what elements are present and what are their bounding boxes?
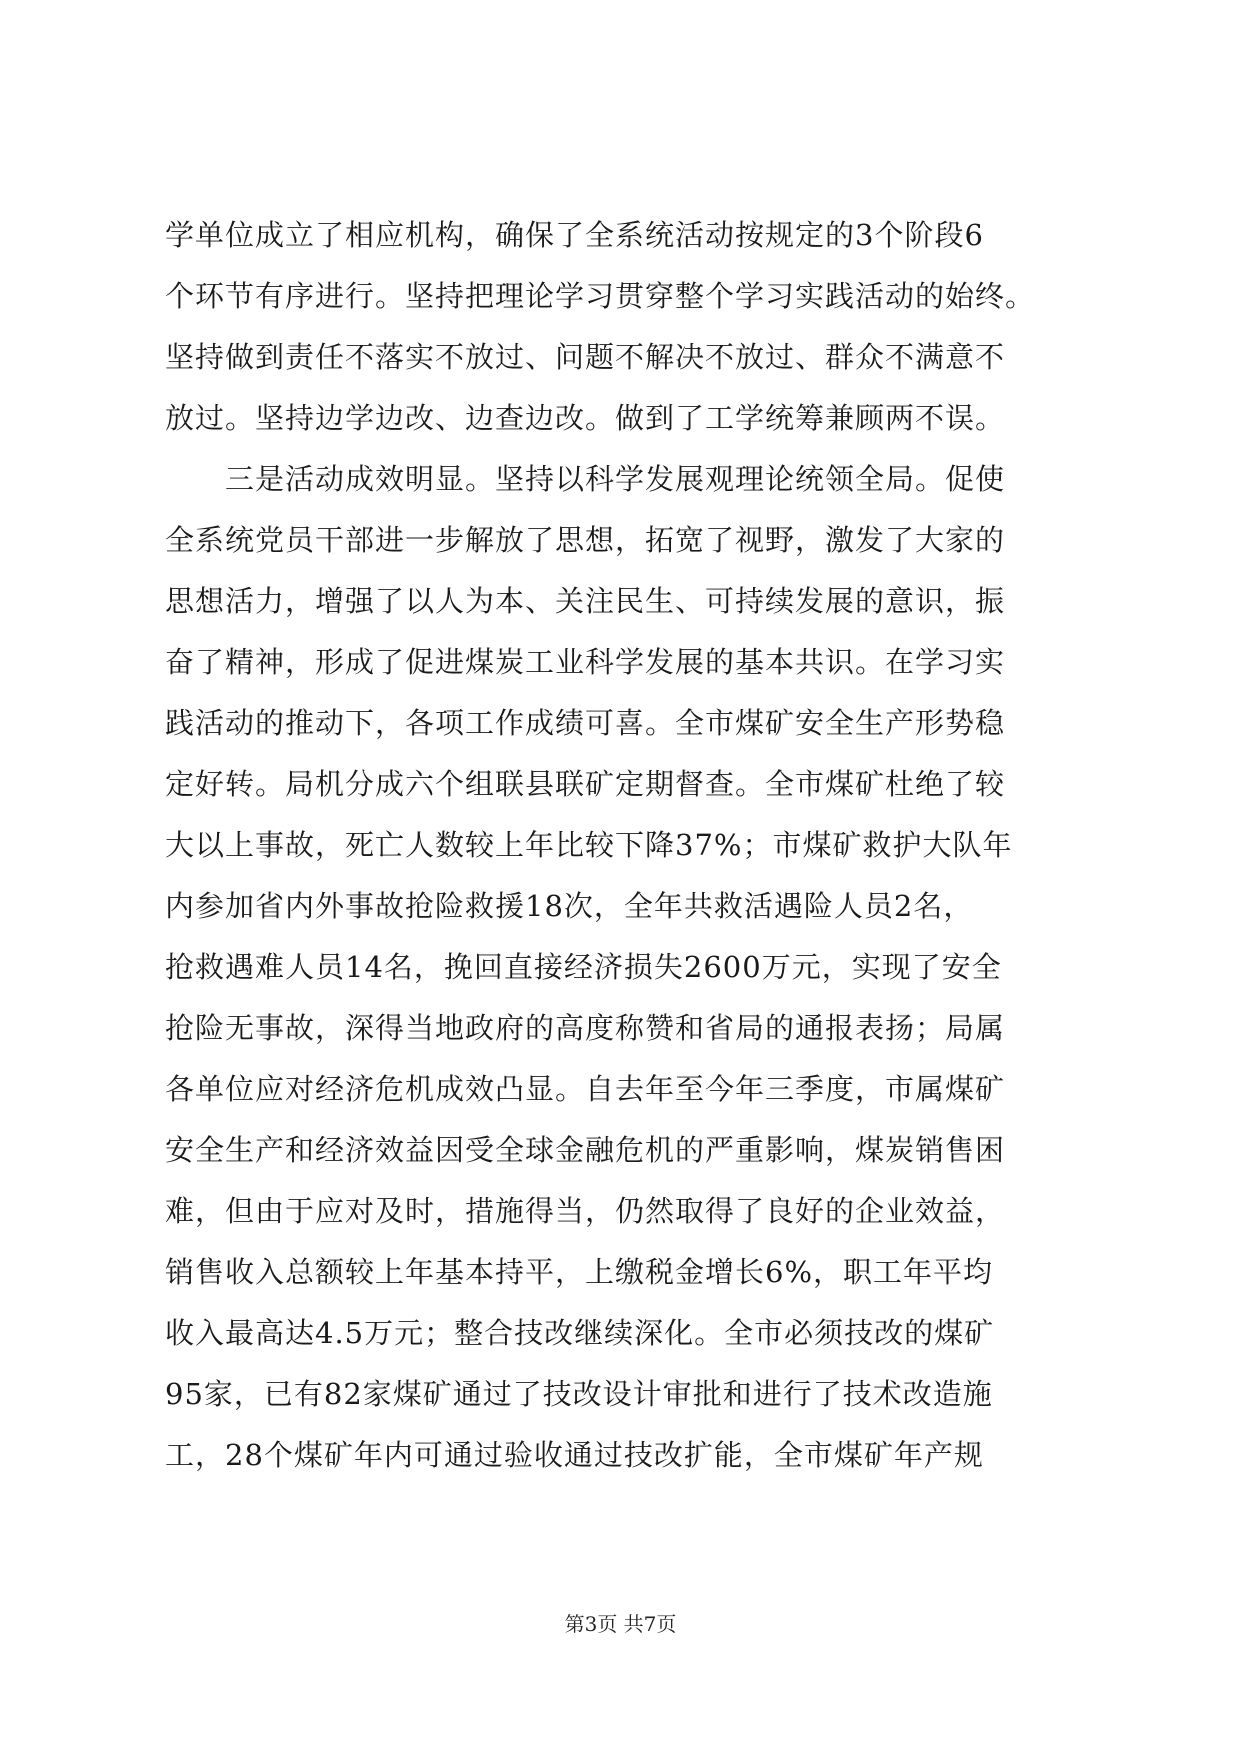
text-line: 思想活力，增强了以人为本、关注民生、可持续发展的意识，振 bbox=[165, 584, 1006, 618]
text-line: 全系统党员干部进一步解放了思想，拓宽了视野，激发了大家的 bbox=[165, 523, 1006, 557]
text-line: 安全生产和经济效益因受全球金融危机的严重影响，煤炭销售困 bbox=[165, 1133, 1006, 1167]
text-line: 收入最高达4.5万元；整合技改继续深化。全市必须技改的煤矿 bbox=[165, 1316, 995, 1350]
page-footer: 第3页 共7页 bbox=[564, 1612, 677, 1636]
text-line: 大以上事故，死亡人数较上年比较下降37%；市煤矿救护大队年 bbox=[165, 828, 1013, 862]
text-line: 放过。坚持边学边改、边查边改。做到了工学统筹兼顾两不误。 bbox=[165, 401, 1006, 435]
text-line: 坚持做到责任不落实不放过、问题不解决不放过、群众不满意不 bbox=[165, 340, 1006, 374]
text-line: 各单位应对经济危机成效凸显。自去年至今年三季度，市属煤矿 bbox=[165, 1072, 1006, 1106]
text-line: 抢救遇难人员14名，挽回直接经济损失2600万元，实现了安全 bbox=[165, 950, 1002, 984]
text-line: 三是活动成效明显。坚持以科学发展观理论统领全局。促使 bbox=[225, 462, 1006, 496]
text-line: 奋了精神，形成了促进煤炭工业科学发展的基本共识。在学习实 bbox=[165, 645, 1006, 679]
text-line: 个环节有序进行。坚持把理论学习贯穿整个学习实践活动的始终。 bbox=[165, 279, 1036, 313]
body-text bbox=[165, 205, 1125, 1486]
text-line: 学单位成立了相应机构，确保了全系统活动按规定的3个阶段6 bbox=[165, 218, 984, 252]
text-line: 内参加省内外事故抢险救援18次，全年共救活遇险人员2名， bbox=[165, 889, 974, 923]
text-line: 定好转。局机分成六个组联县联矿定期督查。全市煤矿杜绝了较 bbox=[165, 767, 1006, 801]
text-line: 践活动的推动下，各项工作成绩可喜。全市煤矿安全生产形势稳 bbox=[165, 706, 1006, 740]
text-line: 难，但由于应对及时，措施得当，仍然取得了良好的企业效益， bbox=[165, 1194, 1006, 1228]
text-line: 销售收入总额较上年基本持平，上缴税金增长6%，职工年平均 bbox=[165, 1255, 994, 1289]
text-line: 抢险无事故，深得当地政府的高度称赞和省局的通报表扬；局属 bbox=[165, 1011, 1006, 1045]
text-line: 95家，已有82家煤矿通过了技改设计审批和进行了技术改造施 bbox=[165, 1377, 993, 1411]
text-line: 工，28个煤矿年内可通过验收通过技改扩能，全市煤矿年产规 bbox=[165, 1438, 984, 1472]
